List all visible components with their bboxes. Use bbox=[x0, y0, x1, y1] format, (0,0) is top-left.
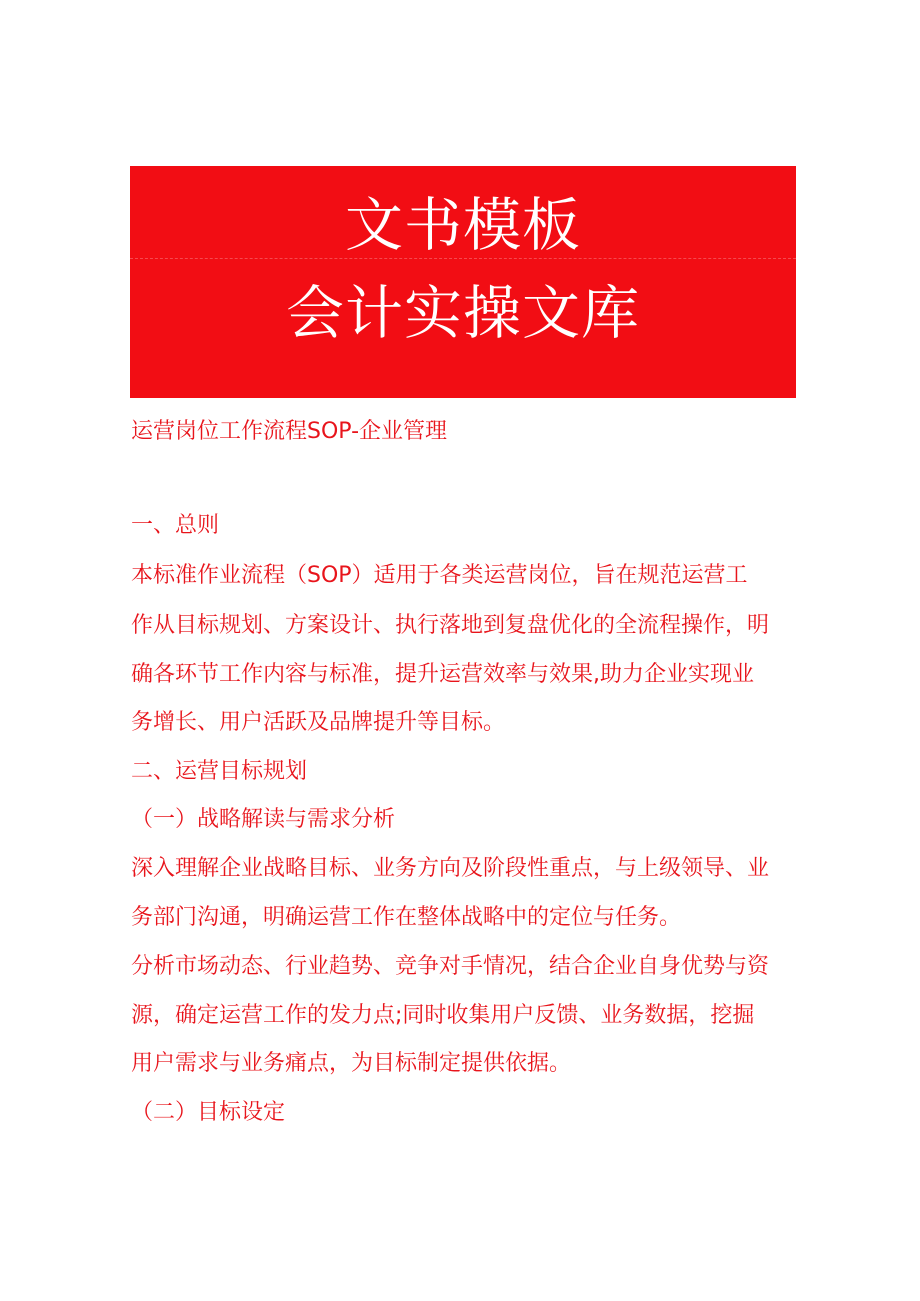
subsection-heading-strategy: （一）战略解读与需求分析 bbox=[131, 807, 396, 832]
section-heading-general: 一、总则 bbox=[131, 513, 220, 538]
banner-title-line1: 文书模板 bbox=[344, 191, 581, 259]
paragraph-line: 用户需求与业务痛点，为目标制定提供依据。 bbox=[131, 1051, 572, 1076]
paragraph-line: 确各环节工作内容与标准，提升运营效率与效果,助力企业实现业 bbox=[131, 662, 754, 687]
paragraph-line: 作从目标规划、方案设计、执行落地到复盘优化的全流程操作，明 bbox=[131, 613, 770, 638]
paragraph-line: 务增长、用户活跃及品牌提升等目标。 bbox=[131, 710, 506, 735]
paragraph-line: 分析市场动态、行业趋势、竞争对手情况，结合企业自身优势与资 bbox=[131, 954, 770, 979]
paragraph-line: 本标准作业流程（SOP）适用于各类运营岗位，旨在规范运营工 bbox=[131, 563, 748, 588]
section-heading-goal-planning: 二、运营目标规划 bbox=[131, 759, 308, 784]
paragraph-line: 务部门沟通，明确运营工作在整体战略中的定位与任务。 bbox=[131, 905, 682, 930]
banner-title-line2: 会计实操文库 bbox=[285, 279, 640, 347]
document-title: 运营岗位工作流程SOP-企业管理 bbox=[131, 419, 448, 444]
paragraph-line: 深入理解企业战略目标、业务方向及阶段性重点，与上级领导、业 bbox=[131, 856, 770, 881]
subsection-heading-goal-setting: （二）目标设定 bbox=[131, 1100, 286, 1125]
title-banner bbox=[130, 166, 796, 398]
paragraph-line: 源，确定运营工作的发力点;同时收集用户反馈、业务数据，挖掘 bbox=[131, 1003, 755, 1028]
banner-divider bbox=[130, 258, 796, 259]
